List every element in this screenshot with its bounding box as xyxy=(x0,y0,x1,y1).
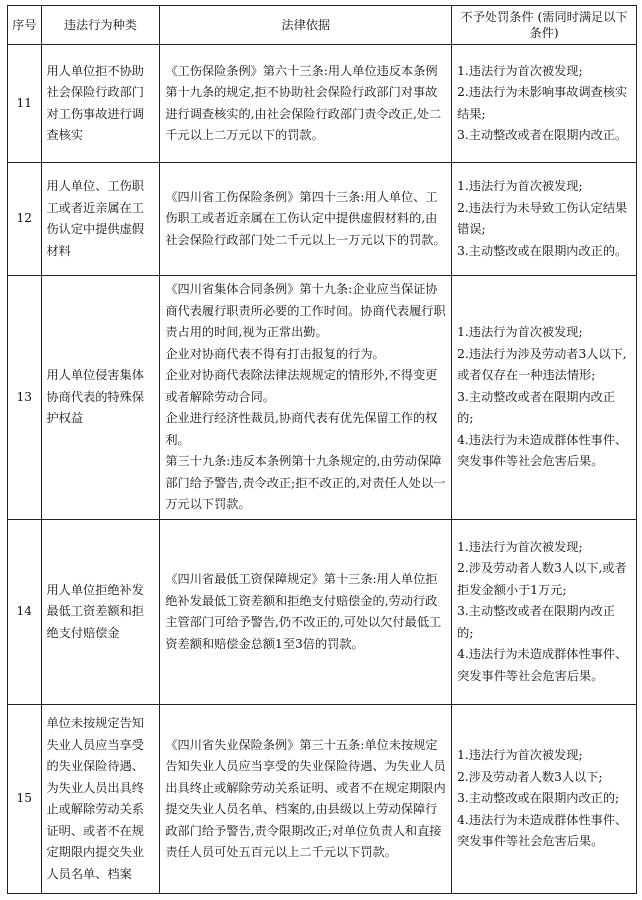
legal-basis xyxy=(160,520,452,705)
exemption-conditions xyxy=(452,45,637,163)
legal-basis-paragraph: 企业对协商代表不得有打击报复的行为。 xyxy=(165,346,385,361)
table-row xyxy=(8,276,637,520)
legal-basis-paragraph: 企业进行经济性裁员,协商代表有优先保留工作的权利。 xyxy=(165,411,438,447)
condition-item: 2.违法行为未导致工伤认定结果错误; xyxy=(457,200,628,236)
table-row xyxy=(8,520,637,705)
violation-type: 单位未按规定告知失业人员应当享受的失业保险待遇、为失业人员出具终止或解除劳动关系证明、或者不在规定期限内提交失业人员名单、档案 xyxy=(41,705,160,894)
legal-basis-paragraph: 《工伤保险条例》第六十三条:用人单位违反本条例第十九条的规定,拒不协助社会保险行政部门对事故进行调查核实的,由社会保险行政部门责令改正,处二千元以上二万元以下的罚款。 xyxy=(165,63,442,142)
legal-basis-paragraph: 企业对协商代表除法律法规规定的情形外,不得变更或者解除劳动合同。 xyxy=(165,368,438,404)
legal-basis xyxy=(160,276,452,520)
condition-item: 1.违法行为首次被发现; xyxy=(457,325,583,340)
condition-item: 2.违法行为未影响事故调查核实结果; xyxy=(457,85,628,121)
exemption-conditions xyxy=(452,163,637,276)
table-row xyxy=(8,163,637,276)
condition-item: 4.违法行为未造成群体性事件、突发事件等社会危害后果。 xyxy=(457,432,628,469)
legal-basis-paragraph: 《四川省工伤保险条例》第四十三条:用人单位、工伤职工或者近亲属在工伤认定中提供虚假材料的,由社会保险行政部门处二千元以上一万元以下的罚款。 xyxy=(165,189,446,247)
row-number: 14 xyxy=(8,520,42,705)
row-number: 15 xyxy=(8,705,42,894)
condition-item: 1.违法行为首次被发现; xyxy=(457,748,583,763)
header-no: 序号 xyxy=(8,6,42,45)
exemption-conditions xyxy=(452,705,637,894)
legal-basis xyxy=(160,45,452,163)
row-number: 11 xyxy=(8,45,42,163)
condition-item: 4.违法行为未造成群体性事件、突发事件等社会危害后果。 xyxy=(457,647,628,683)
exemption-conditions xyxy=(452,276,637,520)
legal-basis xyxy=(160,705,452,894)
header-conditions-title: 不予处罚条件 xyxy=(460,10,534,24)
header-type: 违法行为种类 xyxy=(41,6,160,45)
condition-item: 2.违法行为涉及劳动者3人以下,或者仅存在一种违法情形; xyxy=(457,346,627,383)
legal-basis xyxy=(160,163,452,276)
penalty-exemption-table xyxy=(7,5,637,894)
condition-item: 3.主动整改或者在限期内改正的; xyxy=(457,604,616,640)
header-conditions xyxy=(452,6,637,45)
violation-type: 用人单位侵害集体协商代表的特殊保护权益 xyxy=(41,276,160,520)
legal-basis-paragraph: 《四川省集体合同条例》第十九条:企业应当保证协商代表履行职责所必要的工作时间。协商代表履行职责占用的时间,视为正常出勤。 xyxy=(165,282,446,340)
table-row xyxy=(8,705,637,894)
condition-item: 2.涉及劳动者人数3人以下; xyxy=(457,769,603,784)
header-conditions-note: (需同时满足以下条件) xyxy=(529,10,628,40)
violation-type: 用人单位拒绝补发最低工资差额和拒绝支付赔偿金 xyxy=(41,520,160,705)
violation-type: 用人单位拒不协助社会保险行政部门对工伤事故进行调查核实 xyxy=(41,45,160,163)
exemption-conditions xyxy=(452,520,637,705)
row-number: 12 xyxy=(8,163,42,276)
condition-item: 3.主动整改或者在限期内改正的; xyxy=(457,389,616,426)
condition-item: 2.涉及劳动者人数3人以下,或者拒发金额小于1万元; xyxy=(457,561,627,597)
condition-item: 1.违法行为首次被发现; xyxy=(457,539,583,554)
condition-item: 1.违法行为首次被发现; xyxy=(457,63,583,78)
table-header-row xyxy=(8,6,637,45)
condition-item: 3.主动整改或在限期内改正的。 xyxy=(457,243,628,258)
condition-item: 3.主动整改或者在限期内改正。 xyxy=(457,128,628,142)
header-law: 法律依据 xyxy=(160,6,452,45)
legal-basis-paragraph: 第三十九条:违反本条例第十九条规定的,由劳动保障部门给予警告,责令改正;拒不改正的,对责任人处以一万元以下罚款。 xyxy=(165,454,446,512)
violation-type: 用人单位、工伤职工或者近亲属在工伤认定中提供虚假材料 xyxy=(41,163,160,276)
row-number: 13 xyxy=(8,276,42,520)
table-row xyxy=(8,45,637,163)
legal-basis-paragraph: 《四川省失业保险条例》第三十五条:单位未按规定告知失业人员应当享受的失业保险待遇、为失业人员出具终止或解除劳动关系证明、或者不在规定期限内提交失业人员名单、档案的,由县级以上劳动保障行政部门给予警告,责令限期改正;对单位负责人和直接责任人员可处五百元以上二千元以下罚款。 xyxy=(165,737,446,859)
legal-basis-paragraph: 《四川省最低工资保障规定》第十三条:用人单位拒绝补发最低工资差额和拒绝支付赔偿金的,劳动行政主管部门可给予警告,仍不改正的,可处以欠付最低工资差额和赔偿金总额1至3倍的罚款。 xyxy=(165,572,442,651)
condition-item: 4.违法行为未造成群体性事件、突发事件等社会危害后果。 xyxy=(457,812,628,849)
condition-item: 3.主动整改或在限期内改正的; xyxy=(457,791,620,806)
condition-item: 1.违法行为首次被发现; xyxy=(457,179,583,193)
